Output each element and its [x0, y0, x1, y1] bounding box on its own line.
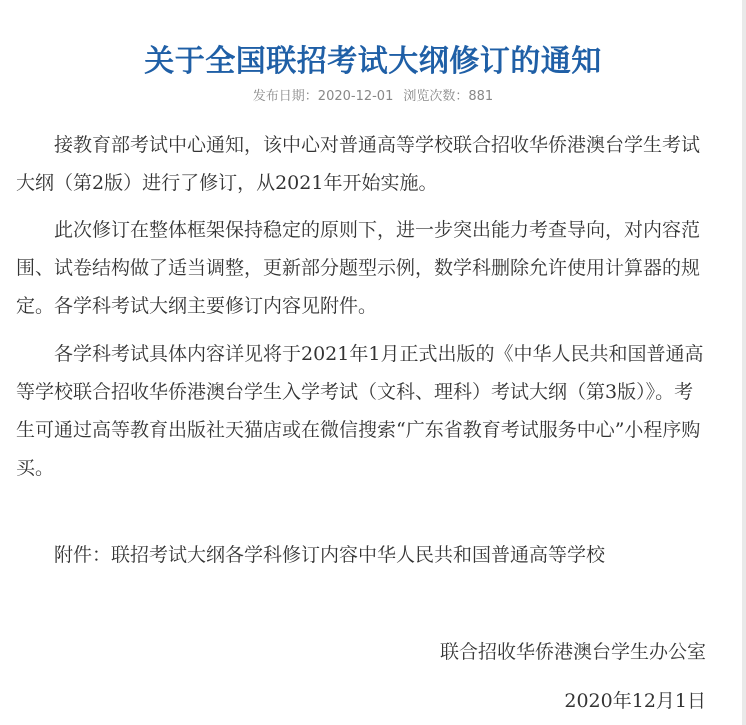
view-count: 浏览次数：881 — [403, 89, 494, 104]
signature: 联合招收华侨港澳台学生办公室 — [439, 641, 706, 663]
article-title: 关于全国联招考试大纲修订的通知 — [144, 44, 602, 80]
paragraph-2: 此次修订在整体框架保持稳定的原则下，进一步突出能力考查导向，对内容范围、试卷结构做了适当调整，更新部分题型示例，数学科删除允许使用计算器的规定。各学科考试大纲主要修订内容见附件。 — [16, 219, 701, 317]
publish-date: 发布日期：2020-12-01 — [252, 89, 394, 104]
paragraph-1: 接教育部考试中心通知，该中心对普通高等学校联合招收华侨港澳台学生考试大纲（第2版）进行了修订，从2021年开始实施。 — [16, 134, 701, 194]
attachment-link[interactable]: 附件：联招考试大纲各学科修订内容中华人民共和国普通高等学校 — [54, 544, 606, 566]
paragraph-3: 各学科考试具体内容详见将于2021年1月正式出版的《中华人民共和国普通高等学校联合招收华侨港澳台学生入学考试（文科、理科）考试大纲（第3版）》。考生可通过高等教育出版社天猫店或在微信搜索“广东省教育考试服务中心”小程序购买。 — [16, 343, 704, 479]
article-meta — [0, 88, 746, 106]
scrollbar[interactable] — [742, 0, 746, 725]
signature-date: 2020年12月1日 — [564, 690, 706, 712]
